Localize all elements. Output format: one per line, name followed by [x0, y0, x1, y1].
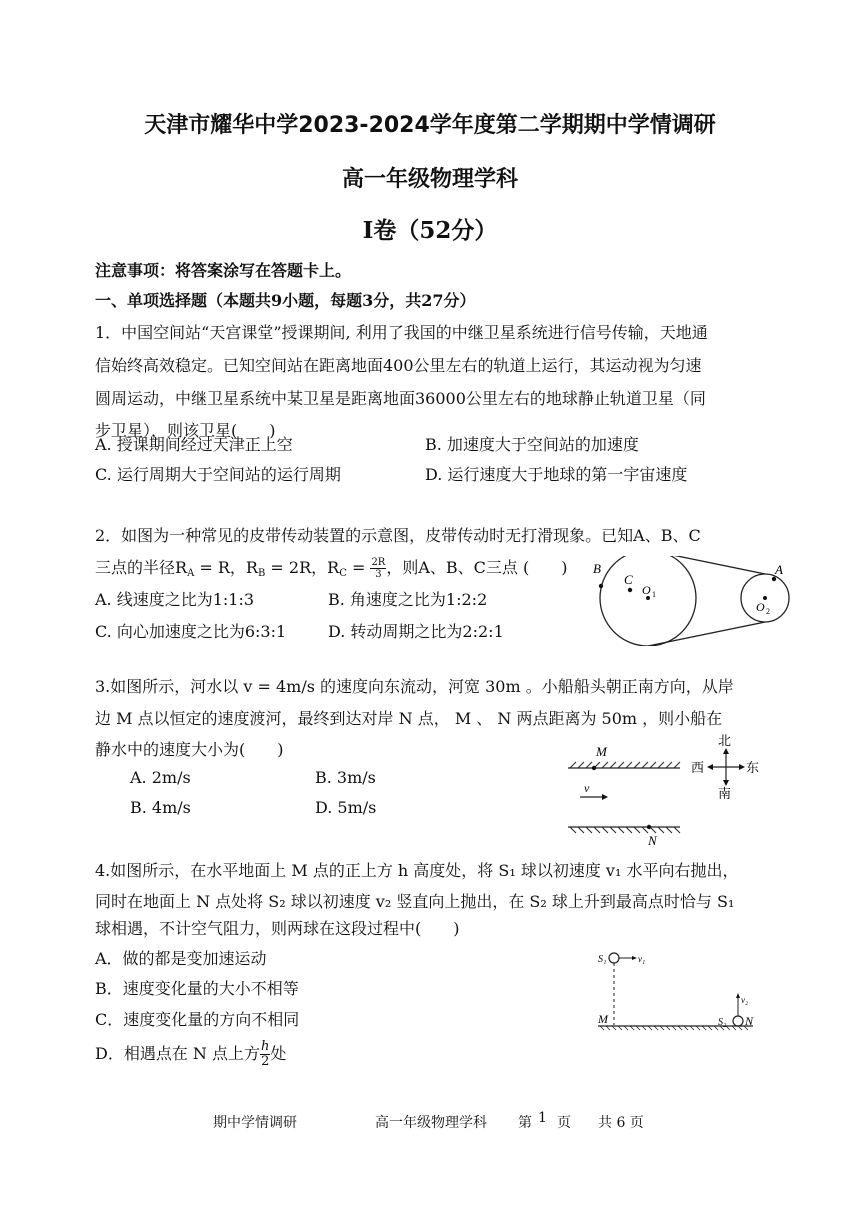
- fig-label-s2: S₂: [718, 1017, 727, 1028]
- q1-option-d: D. 运行速度大于地球的第一宇宙速度: [425, 465, 688, 484]
- river-figure: [560, 730, 780, 848]
- fig-label-east: 东: [746, 760, 760, 775]
- fig-label-b: B: [593, 561, 601, 576]
- footer-page-post: 页: [557, 1115, 571, 1131]
- fig-label-c: C: [624, 572, 633, 587]
- q4-d-fraction: [260, 1040, 270, 1069]
- belt-drive-figure: [590, 556, 800, 646]
- fig-label-o2-sub: 2: [766, 607, 770, 616]
- q2-text-g: =: [346, 558, 371, 577]
- q4-line3: 球相遇，不计空气阻力，则两球在这段过程中( ): [95, 919, 460, 938]
- footer-page-pre: 第: [518, 1115, 532, 1131]
- q1-option-a: A. 授课期间经过天津正上空: [95, 435, 293, 454]
- q2-text-c: = R，R: [194, 558, 258, 577]
- q2-option-a: A. 线速度之比为1:1:3: [95, 590, 255, 609]
- fig-label-o1-sub: 1: [652, 590, 656, 599]
- q3-line2: 边 M 点以恒定的速度渡河，最终到达对岸 N 点， M 、 N 两点距离为 50m ，则小船在: [95, 709, 723, 728]
- q2-option-d: D. 转动周期之比为2:2:1: [328, 622, 504, 641]
- q3-option-b: B. 3m/s: [315, 768, 376, 787]
- footer-mid: 高一年级物理学科: [375, 1115, 487, 1131]
- q3-option-c: B. 4m/s: [130, 798, 191, 817]
- q2-option-b: B. 角速度之比为1:2:2: [328, 590, 488, 609]
- q2-sub-b: B: [257, 568, 266, 579]
- fig-label-west: 西: [691, 760, 705, 775]
- q2-frac-num: 2R: [371, 557, 386, 568]
- q2-fraction: [370, 557, 386, 580]
- q2-sub-c: C: [339, 568, 347, 579]
- q4-frac-num: h: [261, 1039, 270, 1054]
- q2-radius-text: 三点的半径R: [95, 558, 188, 577]
- q1-option-c: C. 运行周期大于空间站的运行周期: [95, 465, 341, 484]
- fig-label-n: N: [648, 833, 657, 848]
- fig-label-o1: O: [642, 583, 651, 597]
- footer-page-num: 1: [538, 1110, 547, 1126]
- q4-line1: 4.如图所示，在水平地面上 M 点的正上方 h 高度处，将 S₁ 球以初速度 v₁ 水平向右抛出，: [95, 861, 739, 880]
- footer-total: 共 6 页: [598, 1115, 644, 1131]
- fig-label-n2: N: [745, 1014, 754, 1028]
- q2-frac-den: 3: [375, 569, 382, 580]
- q1-option-b: B. 加速度大于空间站的加速度: [425, 435, 639, 454]
- fig-label-north: 北: [718, 733, 732, 748]
- q3-line3: 静水中的速度大小为( ): [95, 740, 284, 759]
- q2-line1: 2．如图为一种常见的皮带传动装置的示意图，皮带传动时无打滑现象。已知A、B、C: [95, 526, 701, 545]
- fig-label-v2: v₂: [741, 995, 749, 1005]
- fig-label-o2: O: [756, 600, 765, 614]
- volume-heading: I卷（52分）: [362, 217, 498, 244]
- q2-sub-a: A: [187, 568, 195, 579]
- exam-subject: 高一年级物理学科: [341, 167, 518, 192]
- projectile-figure: [588, 945, 768, 1035]
- fig-label-south: 南: [718, 786, 732, 801]
- q4-d-post: 处: [270, 1044, 287, 1063]
- q4-d-text: D．相遇点在 N 点上方: [95, 1044, 261, 1063]
- q4-frac-den: 2: [261, 1054, 270, 1069]
- q1-line1: 1．中国空间站“天宫课堂”授课期间, 利用了我国的中继卫星系统进行信号传输，天地通: [95, 323, 708, 342]
- q3-line1: 3.如图所示，河水以 v = 4m/s 的速度向东流动，河宽 30m 。小船船头朝正南方向，从岸: [95, 677, 734, 696]
- footer-left: 期中学情调研: [213, 1115, 297, 1131]
- q1-line4: 步卫星），则该卫星( ): [95, 421, 276, 440]
- fig-label-m: M: [596, 744, 607, 759]
- q1-line3: 圆周运动，中继卫星系统中某卫星是距离地面36000公里左右的地球静止轨道卫星（同: [95, 389, 706, 408]
- section-heading: 一、单项选择题（本题共9小题，每题3分，共27分）: [95, 291, 476, 310]
- q4-line2: 同时在地面上 N 点处将 S₂ 球以初速度 v₂ 竖直向上抛出，在 S₂ 球上升到最高点时恰与 S₁: [95, 892, 735, 911]
- q3-option-d: D. 5m/s: [315, 798, 377, 817]
- notice: 注意事项：将答案涂写在答题卡上。: [95, 261, 352, 280]
- q2-option-c: C. 向心加速度之比为6:3:1: [95, 622, 287, 641]
- exam-title: 天津市耀华中学2023-2024学年度第二学期期中学情调研: [144, 113, 716, 138]
- q4-option-d: [95, 1038, 286, 1070]
- fig-label-v: v: [584, 781, 590, 795]
- fig-label-v1: v₁: [638, 954, 646, 964]
- fig-label-m2: M: [598, 1012, 608, 1026]
- compass-icon: [707, 748, 745, 786]
- q4-option-a: A．做的都是变加速运动: [95, 949, 267, 968]
- fig-label-s1: S₁: [598, 954, 607, 965]
- q4-option-b: B．速度变化量的大小不相等: [95, 979, 299, 998]
- q2-text-h: ，则A、B、C三点 ( ): [386, 558, 568, 577]
- q1-line2: 信始终高效稳定。已知空间站在距离地面400公里左右的轨道上运行，其运动视为匀速: [95, 356, 702, 375]
- fig-label-a: A: [775, 562, 783, 577]
- q2-text-e: = 2R，R: [265, 558, 340, 577]
- q4-option-c: C．速度变化量的方向不相同: [95, 1010, 300, 1029]
- q3-option-a: A. 2m/s: [130, 768, 191, 787]
